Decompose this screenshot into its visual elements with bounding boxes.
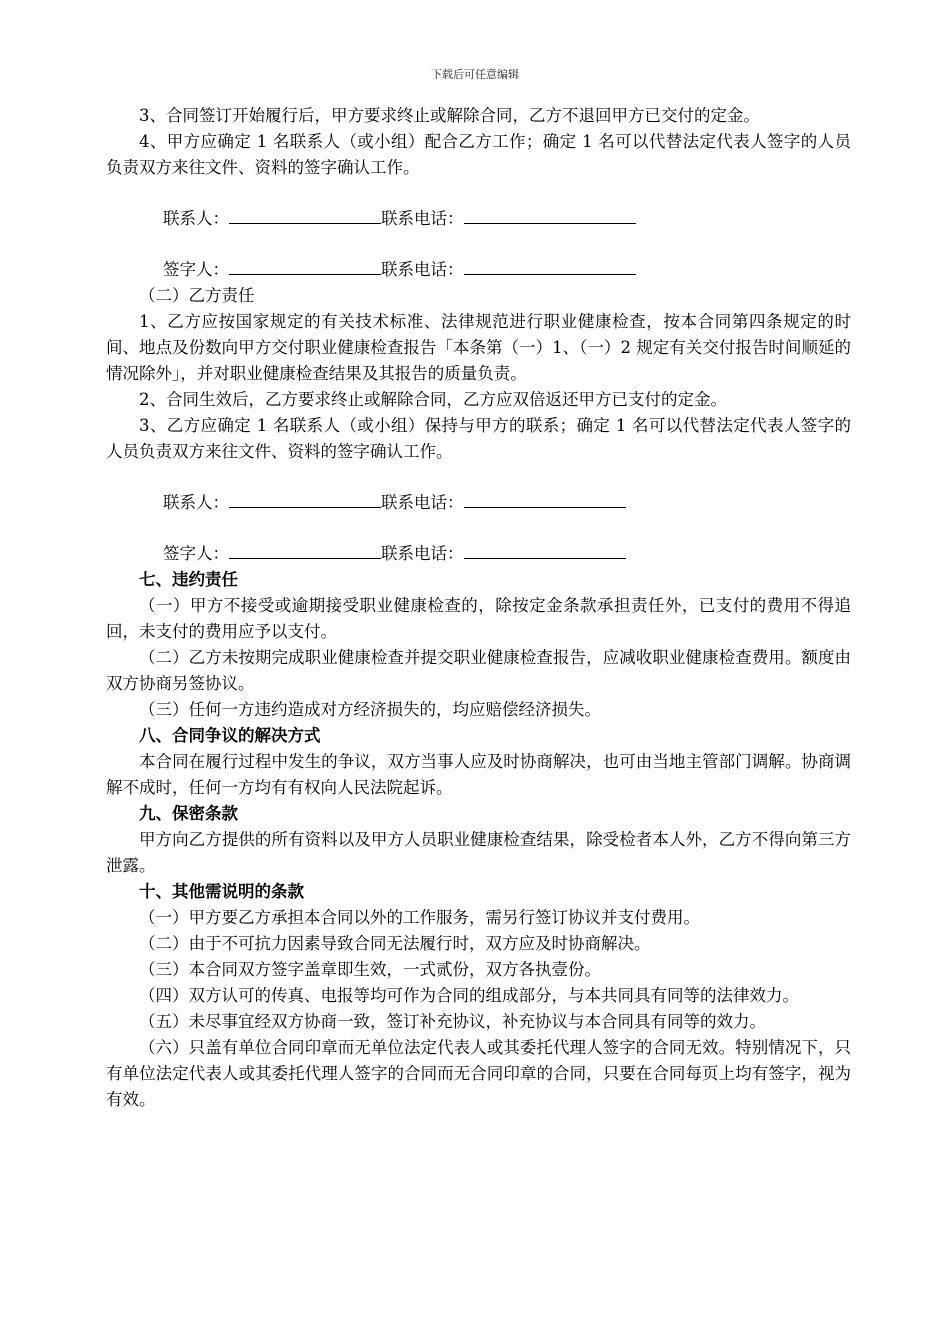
clause-paragraph: （三）任何一方违约造成对方经济损失的，均应赔偿经济损失。: [139, 700, 601, 719]
phone-label: 联系电话：: [381, 209, 464, 228]
contact-label: 联系人：: [163, 209, 229, 228]
phone-label: 联系电话：: [381, 544, 464, 563]
phone-blank[interactable]: [464, 256, 636, 275]
signer-blank[interactable]: [229, 256, 381, 275]
phone-blank[interactable]: [464, 540, 626, 559]
contact-blank[interactable]: [229, 205, 381, 224]
phone-blank[interactable]: [464, 489, 626, 508]
signer-label: 签字人：: [163, 260, 229, 279]
party-b-contact-line: [106, 489, 851, 516]
signer-label: 签字人：: [163, 544, 229, 563]
contact-label: 联系人：: [163, 493, 229, 512]
clause-paragraph: 本合同在履行过程中发生的争议，双方当事人应及时协商解决，也可由当地主管部门调解。协商调解不成时，任何一方均有有权向人民法院起诉。: [106, 752, 851, 797]
heading-confidentiality: 九、保密条款: [139, 804, 238, 823]
heading-other-terms: 十、其他需说明的条款: [139, 882, 304, 901]
clause-paragraph: （二）乙方未按期完成职业健康检查并提交职业健康检查报告，应减收职业健康检查费用。额度由双方协商另签协议。: [106, 648, 851, 693]
section-heading-party-b: （二）乙方责任: [139, 286, 255, 305]
signer-blank[interactable]: [229, 540, 381, 559]
clause-paragraph: 3、合同签订开始履行后，甲方要求终止或解除合同，乙方不退回甲方已交付的定金。: [139, 106, 760, 125]
clause-paragraph: 1、乙方应按国家规定的有关技术标准、法律规范进行职业健康检查，按本合同第四条规定的时间、地点及份数向甲方交付职业健康检查报告「本条第（一）1、（一）2 规定有关交付报告时间顺延的情况除外」，并对职业健康检查结果及其报告的质量负责。: [106, 312, 851, 383]
clause-paragraph: 2、合同生效后，乙方要求终止或解除合同，乙方应双倍返还甲方已支付的定金。: [139, 390, 727, 409]
clause-paragraph: 4、甲方应确定 1 名联系人（或小组）配合乙方工作；确定 1 名可以代替法定代表人签字的人员负责双方来往文件、资料的签字确认工作。: [106, 132, 851, 177]
clause-paragraph: 甲方向乙方提供的所有资料以及甲方人员职业健康检查结果，除受检者本人外，乙方不得向第三方泄露。: [106, 830, 851, 875]
phone-label: 联系电话：: [381, 260, 464, 279]
clause-paragraph: （五）未尽事宜经双方协商一致，签订补充协议，补充协议与本合同具有同等的效力。: [139, 1012, 766, 1031]
clause-paragraph: 3、乙方应确定 1 名联系人（或小组）保持与甲方的联系；确定 1 名可以代替法定代表人签字的人员负责双方来往文件、资料的签字确认工作。: [106, 416, 851, 461]
party-a-signer-line: [106, 256, 851, 283]
phone-label: 联系电话：: [381, 493, 464, 512]
phone-blank[interactable]: [464, 205, 636, 224]
clause-paragraph: （二）由于不可抗力因素导致合同无法履行时，双方应及时协商解决。: [139, 934, 651, 953]
clause-paragraph: （三）本合同双方签字盖章即生效，一式贰份，双方各执壹份。: [139, 960, 601, 979]
clause-paragraph: （四）双方认可的传真、电报等均可作为合同的组成部分，与本共同具有同等的法律效力。: [139, 986, 799, 1005]
clause-paragraph: （六）只盖有单位合同印章而无单位法定代表人或其委托代理人签字的合同无效。特别情况下，只有单位法定代表人或其委托代理人签字的合同而无合同印章的合同，只要在合同每页上均有签字，视为有效。: [106, 1038, 851, 1109]
party-b-signer-line: [106, 540, 851, 567]
clause-paragraph: （一）甲方要乙方承担本合同以外的工作服务，需另行签订协议并支付费用。: [139, 908, 700, 927]
document-body: [106, 103, 851, 1113]
contact-blank[interactable]: [229, 489, 381, 508]
heading-breach-liability: 七、违约责任: [139, 570, 238, 589]
page-header: 下载后可任意编辑: [431, 68, 519, 81]
heading-dispute-resolution: 八、合同争议的解决方式: [139, 726, 321, 745]
clause-paragraph: （一）甲方不接受或逾期接受职业健康检查的，除按定金条款承担责任外，已支付的费用不得追回，未支付的费用应予以支付。: [106, 596, 851, 641]
party-a-contact-line: [106, 205, 851, 232]
